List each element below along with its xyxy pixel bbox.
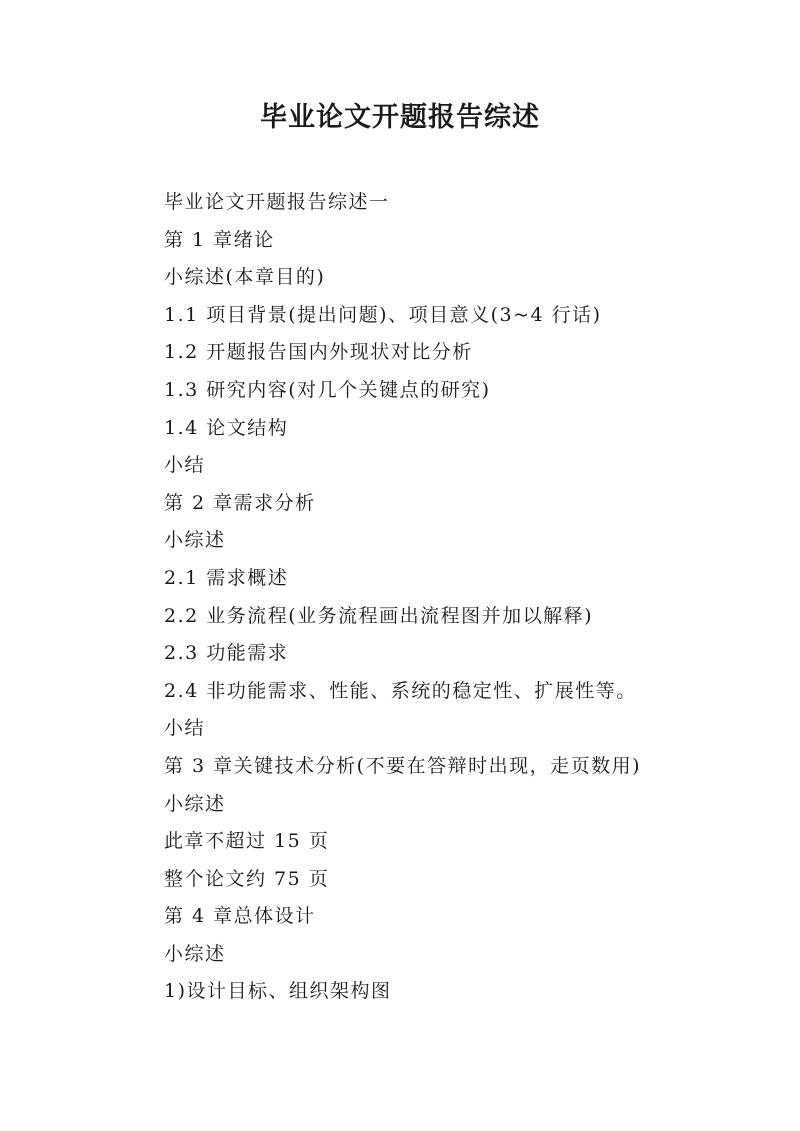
document-body	[164, 184, 764, 1011]
text-line: 小综述	[164, 942, 226, 965]
text-line: 整个论文约 75 页	[164, 867, 330, 890]
section-2-4: 2.4 非功能需求、性能、系统的稳定性、扩展性等。	[164, 679, 637, 702]
text-line: 此章不超过 15 页	[164, 830, 330, 853]
chapter-2-heading: 第 2 章需求分析	[164, 491, 316, 514]
section-2-1: 2.1 需求概述	[164, 566, 289, 589]
document-title: 毕业论文开题报告综述	[260, 102, 540, 133]
chapter-4-heading: 第 4 章总体设计	[164, 905, 316, 928]
section-1-4: 1.4 论文结构	[164, 416, 289, 439]
heading-line: 毕业论文开题报告综述一	[164, 191, 390, 213]
section-2-3: 2.3 功能需求	[164, 642, 289, 665]
section-2-2: 2.2 业务流程(业务流程画出流程图并加以解释)	[164, 604, 594, 627]
text-line: 小结	[164, 717, 206, 740]
text-line: 1)设计目标、组织架构图	[164, 980, 392, 1003]
text-line: 小综述	[164, 792, 226, 815]
section-1-3: 1.3 研究内容(对几个关键点的研究)	[164, 378, 491, 401]
text-line: 小综述(本章目的)	[164, 266, 326, 289]
section-1-1: 1.1 项目背景(提出问题)、项目意义(3~4 行话)	[164, 303, 602, 326]
section-1-2: 1.2 开题报告国内外现状对比分析	[164, 341, 473, 364]
chapter-3-heading: 第 3 章关键技术分析(不要在答辩时出现，走页数用)	[164, 754, 641, 777]
text-line: 小综述	[164, 529, 226, 552]
text-line: 小结	[164, 454, 206, 477]
chapter-1-heading: 第 1 章绪论	[164, 228, 275, 251]
